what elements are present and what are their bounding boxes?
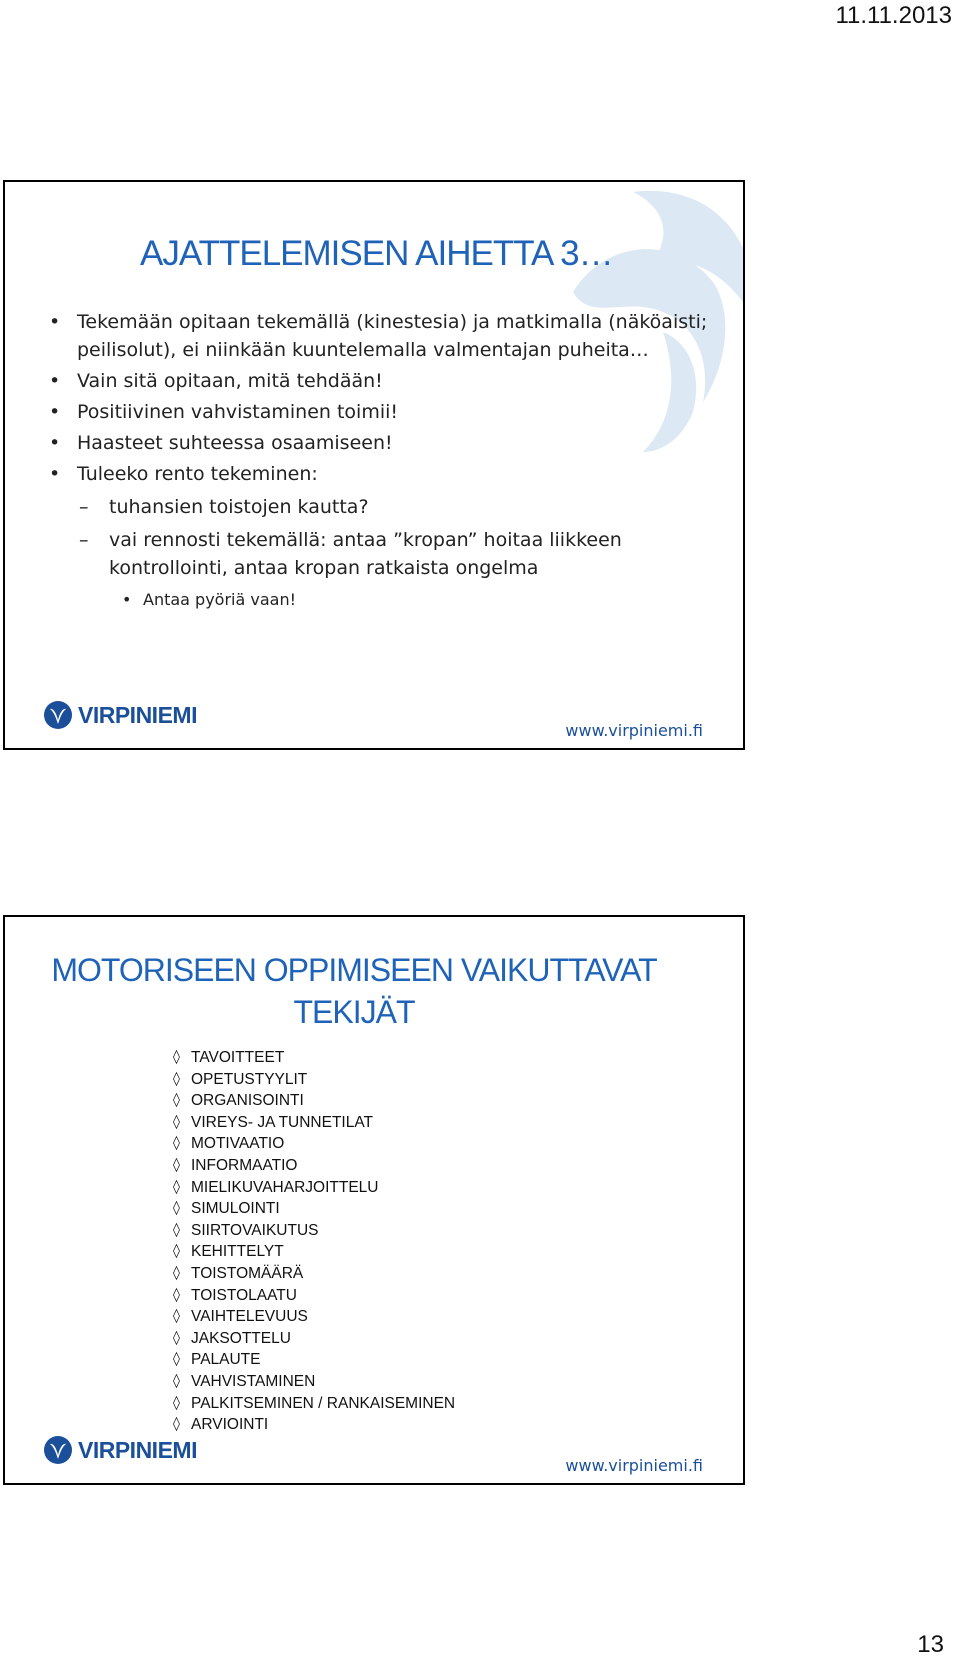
list-item: ◊ TOISTOLAATU (177, 1285, 743, 1307)
diamond-bullet-icon: ◊ (173, 1416, 180, 1433)
bullet-item: • Tekemään opitaan tekemällä (kinestesia) ja matkimalla (näköaisti; peilisolut), ei niinkään kuuntelemalla valmentajan puheita… (5, 308, 743, 364)
diamond-bullet-icon: ◊ (173, 1156, 180, 1173)
list-item: ◊ ORGANISOINTI (177, 1090, 743, 1112)
virpiniemi-logo-icon (43, 1435, 73, 1465)
diamond-bullet-icon: ◊ (173, 1351, 180, 1368)
bullet-item: • Positiivinen vahvistaminen toimii! (5, 398, 743, 426)
list-item: ◊ SIIRTOVAIKUTUS (177, 1220, 743, 1242)
slide-1 (3, 180, 745, 750)
list-item: ◊ TOISTOMÄÄRÄ (177, 1263, 743, 1285)
bullet-item: • Haasteet suhteessa osaamiseen! (5, 429, 743, 457)
list-item: ◊ MIELIKUVAHARJOITTELU (177, 1177, 743, 1199)
diamond-bullet-icon: ◊ (173, 1372, 180, 1389)
virpiniemi-logo-icon (43, 700, 73, 730)
slide-2-title (5, 917, 743, 1033)
virpiniemi-logo (43, 1435, 197, 1465)
diamond-bullet-icon: ◊ (173, 1243, 180, 1260)
list-item: ◊ OPETUSTYYLIT (177, 1069, 743, 1091)
list-item: ◊ JAKSOTTELU (177, 1328, 743, 1350)
diamond-bullet-icon: ◊ (173, 1092, 180, 1109)
diamond-bullet-icon: ◊ (173, 1264, 180, 1281)
diamond-bullet-icon: ◊ (173, 1113, 180, 1130)
diamond-bullet-icon: ◊ (173, 1135, 180, 1152)
list-item: ◊ MOTIVAATIO (177, 1133, 743, 1155)
list-item: ◊ KEHITTELYT (177, 1241, 743, 1263)
page-date: 11.11.2013 (835, 2, 952, 29)
slide-2-title-line-2: TEKIJÄT (293, 994, 415, 1030)
diamond-bullet-icon: ◊ (173, 1394, 180, 1411)
list-item: ◊ PALKITSEMINEN / RANKAISEMINEN (177, 1393, 743, 1415)
diamond-bullet-icon: ◊ (173, 1049, 180, 1065)
website-url: www.virpiniemi.fi (565, 1456, 703, 1475)
diamond-bullet-icon: ◊ (173, 1286, 180, 1303)
list-item: ◊ VAHVISTAMINEN (177, 1371, 743, 1393)
slide-1-bullet-list (5, 308, 743, 614)
slide-2-title-line-1: MOTORISEEN OPPIMISEEN VAIKUTTAVAT (51, 952, 657, 988)
list-item: ◊ VAIHTELEVUUS (177, 1306, 743, 1328)
logo-wordmark: VIRPINIEMI (78, 701, 197, 728)
diamond-bullet-icon: ◊ (173, 1329, 180, 1346)
list-item: ◊ ARVIOINTI (177, 1414, 743, 1436)
diamond-bullet-icon: ◊ (173, 1070, 180, 1087)
diamond-bullet-icon: ◊ (173, 1221, 180, 1238)
list-item: ◊ PALAUTE (177, 1349, 743, 1371)
sub-sub-bullet-item: • Antaa pyöriä vaan! (5, 586, 743, 614)
website-url: www.virpiniemi.fi (565, 721, 703, 740)
bullet-item: • Vain sitä opitaan, mitä tehdään! (5, 367, 743, 395)
sub-bullet-item: – tuhansien toistojen kautta? (5, 493, 743, 521)
diamond-bullet-icon: ◊ (173, 1200, 180, 1217)
page-number: 13 (917, 1631, 944, 1658)
list-item: ◊ VIREYS- JA TUNNETILAT (177, 1112, 743, 1134)
logo-wordmark: VIRPINIEMI (78, 1436, 197, 1463)
diamond-bullet-icon: ◊ (173, 1308, 180, 1325)
factor-list (5, 1047, 743, 1436)
slide-1-title: AJATTELEMISEN AIHETTA 3… (140, 234, 613, 273)
diamond-bullet-icon: ◊ (173, 1178, 180, 1195)
slide-2-footer (5, 1423, 743, 1483)
bullet-item: • Tuleeko rento tekeminen: (5, 460, 743, 488)
slide-1-footer (5, 688, 743, 748)
list-item: ◊ INFORMAATIO (177, 1155, 743, 1177)
sub-bullet-item: – vai rennosti tekemällä: antaa ”kropan” hoitaa liikkeen kontrollointi, antaa kropan ratkaista ongelma (5, 526, 743, 582)
virpiniemi-logo (43, 700, 197, 730)
list-item: ◊ TAVOITTEET (177, 1047, 743, 1069)
list-item: ◊ SIMULOINTI (177, 1198, 743, 1220)
slide-2 (3, 915, 745, 1485)
